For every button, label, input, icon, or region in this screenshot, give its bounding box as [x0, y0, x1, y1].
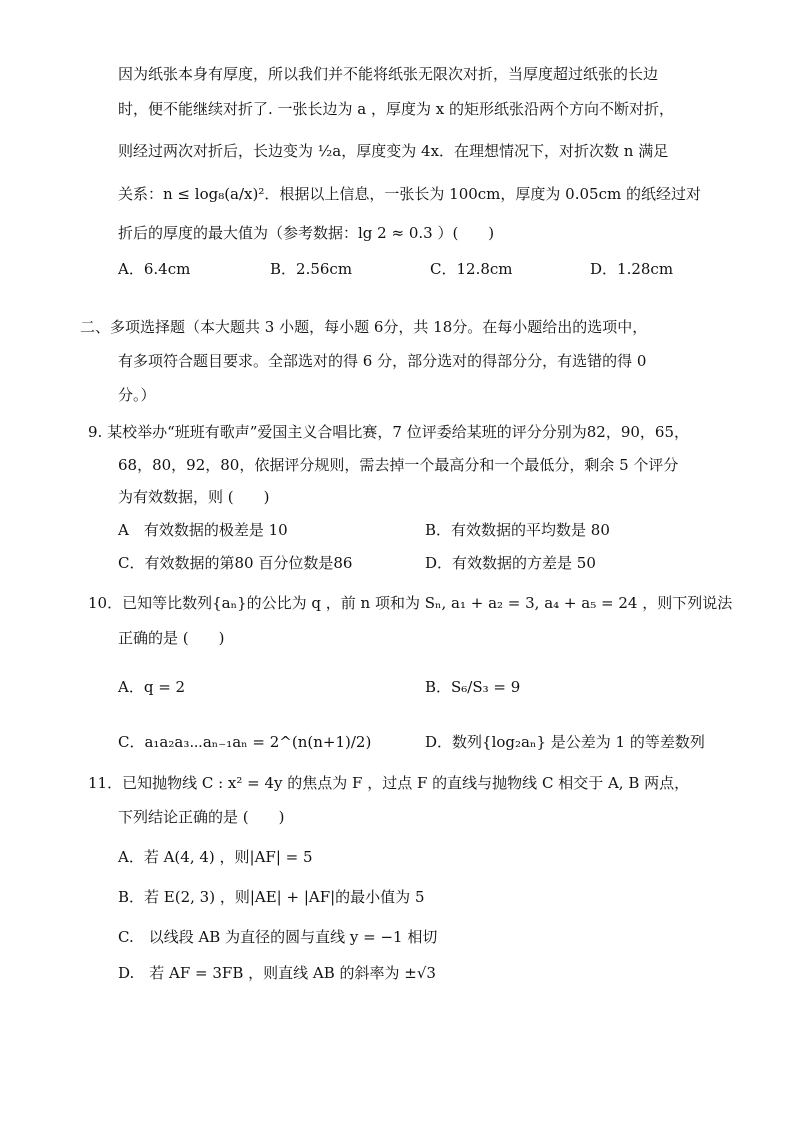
section2-line-2: 有多项符合题目要求。全部选对的得 6 分，部分选对的得部分分，有选错的得 0 — [118, 352, 647, 370]
q8-option-b[interactable]: B．2.56cm — [270, 260, 353, 278]
q8-line-3: 则经过两次对折后，长边变为 ½a，厚度变为 4x．在理想情况下，对折次数 n 满足 — [118, 142, 669, 160]
q10-option-c[interactable]: C．a₁a₂a₃⋯aₙ₋₁aₙ = 2^(n(n+1)/2) — [118, 733, 372, 751]
q9-line-2: 68，80，92，80，依据评分规则，需去掉一个最高分和一个最低分，剩余 5 个评分 — [118, 456, 679, 474]
q11-line-1: 11．已知抛物线 C : x² = 4y 的焦点为 F ，过点 F 的直线与抛物线 C 相交于 A, B 两点， — [88, 774, 690, 792]
q9-option-b[interactable]: B．有效数据的平均数是 80 — [425, 521, 610, 539]
q11-option-a[interactable]: A．若 A(4, 4) ，则|AF| = 5 — [118, 848, 313, 866]
q11-option-b[interactable]: B．若 E(2, 3) ，则|AE| + |AF|的最小值为 5 — [118, 888, 425, 906]
section2-line-3: 分。） — [118, 386, 156, 404]
q10-line-1: 10．已知等比数列{aₙ}的公比为 q ，前 n 项和为 Sₙ, a₁ + a₂ = 3, a₄ + a₅ = 24 ，则下列说法 — [88, 594, 733, 612]
q11-option-d[interactable]: D. 若 AF = 3FB ，则直线 AB 的斜率为 ±√3 — [118, 964, 436, 982]
q8-line-2: 时，便不能继续对折了. 一张长边为 a ，厚度为 x 的矩形纸张沿两个方向不断对折， — [118, 100, 675, 118]
section2-line-1: 二、多项选择题（本大题共 3 小题，每小题 6分，共 18分。在每小题给出的选项中， — [80, 318, 648, 336]
q8-line-4: 关系：n ≤ log₈(a/x)²．根据以上信息，一张长为 100cm，厚度为 0.05cm 的纸经过对 — [118, 185, 701, 203]
q11-option-c[interactable]: C. 以线段 AB 为直径的圆与直线 y = −1 相切 — [118, 928, 438, 946]
q9-option-d[interactable]: D．有效数据的方差是 50 — [425, 554, 596, 572]
q10-option-d[interactable]: D．数列{log₂aₙ} 是公差为 1 的等差数列 — [425, 733, 705, 751]
q9-option-c[interactable]: C．有效数据的第80 百分位数是86 — [118, 554, 353, 572]
q10-option-a[interactable]: A．q = 2 — [118, 678, 186, 696]
q9-option-a[interactable]: A 有效数据的极差是 10 — [118, 521, 288, 539]
q8-line-1: 因为纸张本身有厚度，所以我们并不能将纸张无限次对折，当厚度超过纸张的长边 — [118, 65, 659, 83]
q8-option-c[interactable]: C．12.8cm — [430, 260, 513, 278]
q9-line-1: 9. 某校举办“班班有歌声”爱国主义合唱比赛，7 位评委给某班的评分分别为82，90，65， — [88, 423, 689, 441]
q8-option-a[interactable]: A．6.4cm — [118, 260, 191, 278]
q10-line-2: 正确的是 ( ) — [118, 629, 225, 647]
q11-line-2: 下列结论正确的是 ( ) — [118, 808, 285, 826]
q9-line-3: 为有效数据，则 ( ) — [118, 488, 270, 506]
q10-option-b[interactable]: B．S₆/S₃ = 9 — [425, 678, 521, 696]
q8-option-d[interactable]: D．1.28cm — [590, 260, 674, 278]
q8-line-5: 折后的厚度的最大值为（参考数据：lg 2 ≈ 0.3 ）( ) — [118, 224, 495, 242]
